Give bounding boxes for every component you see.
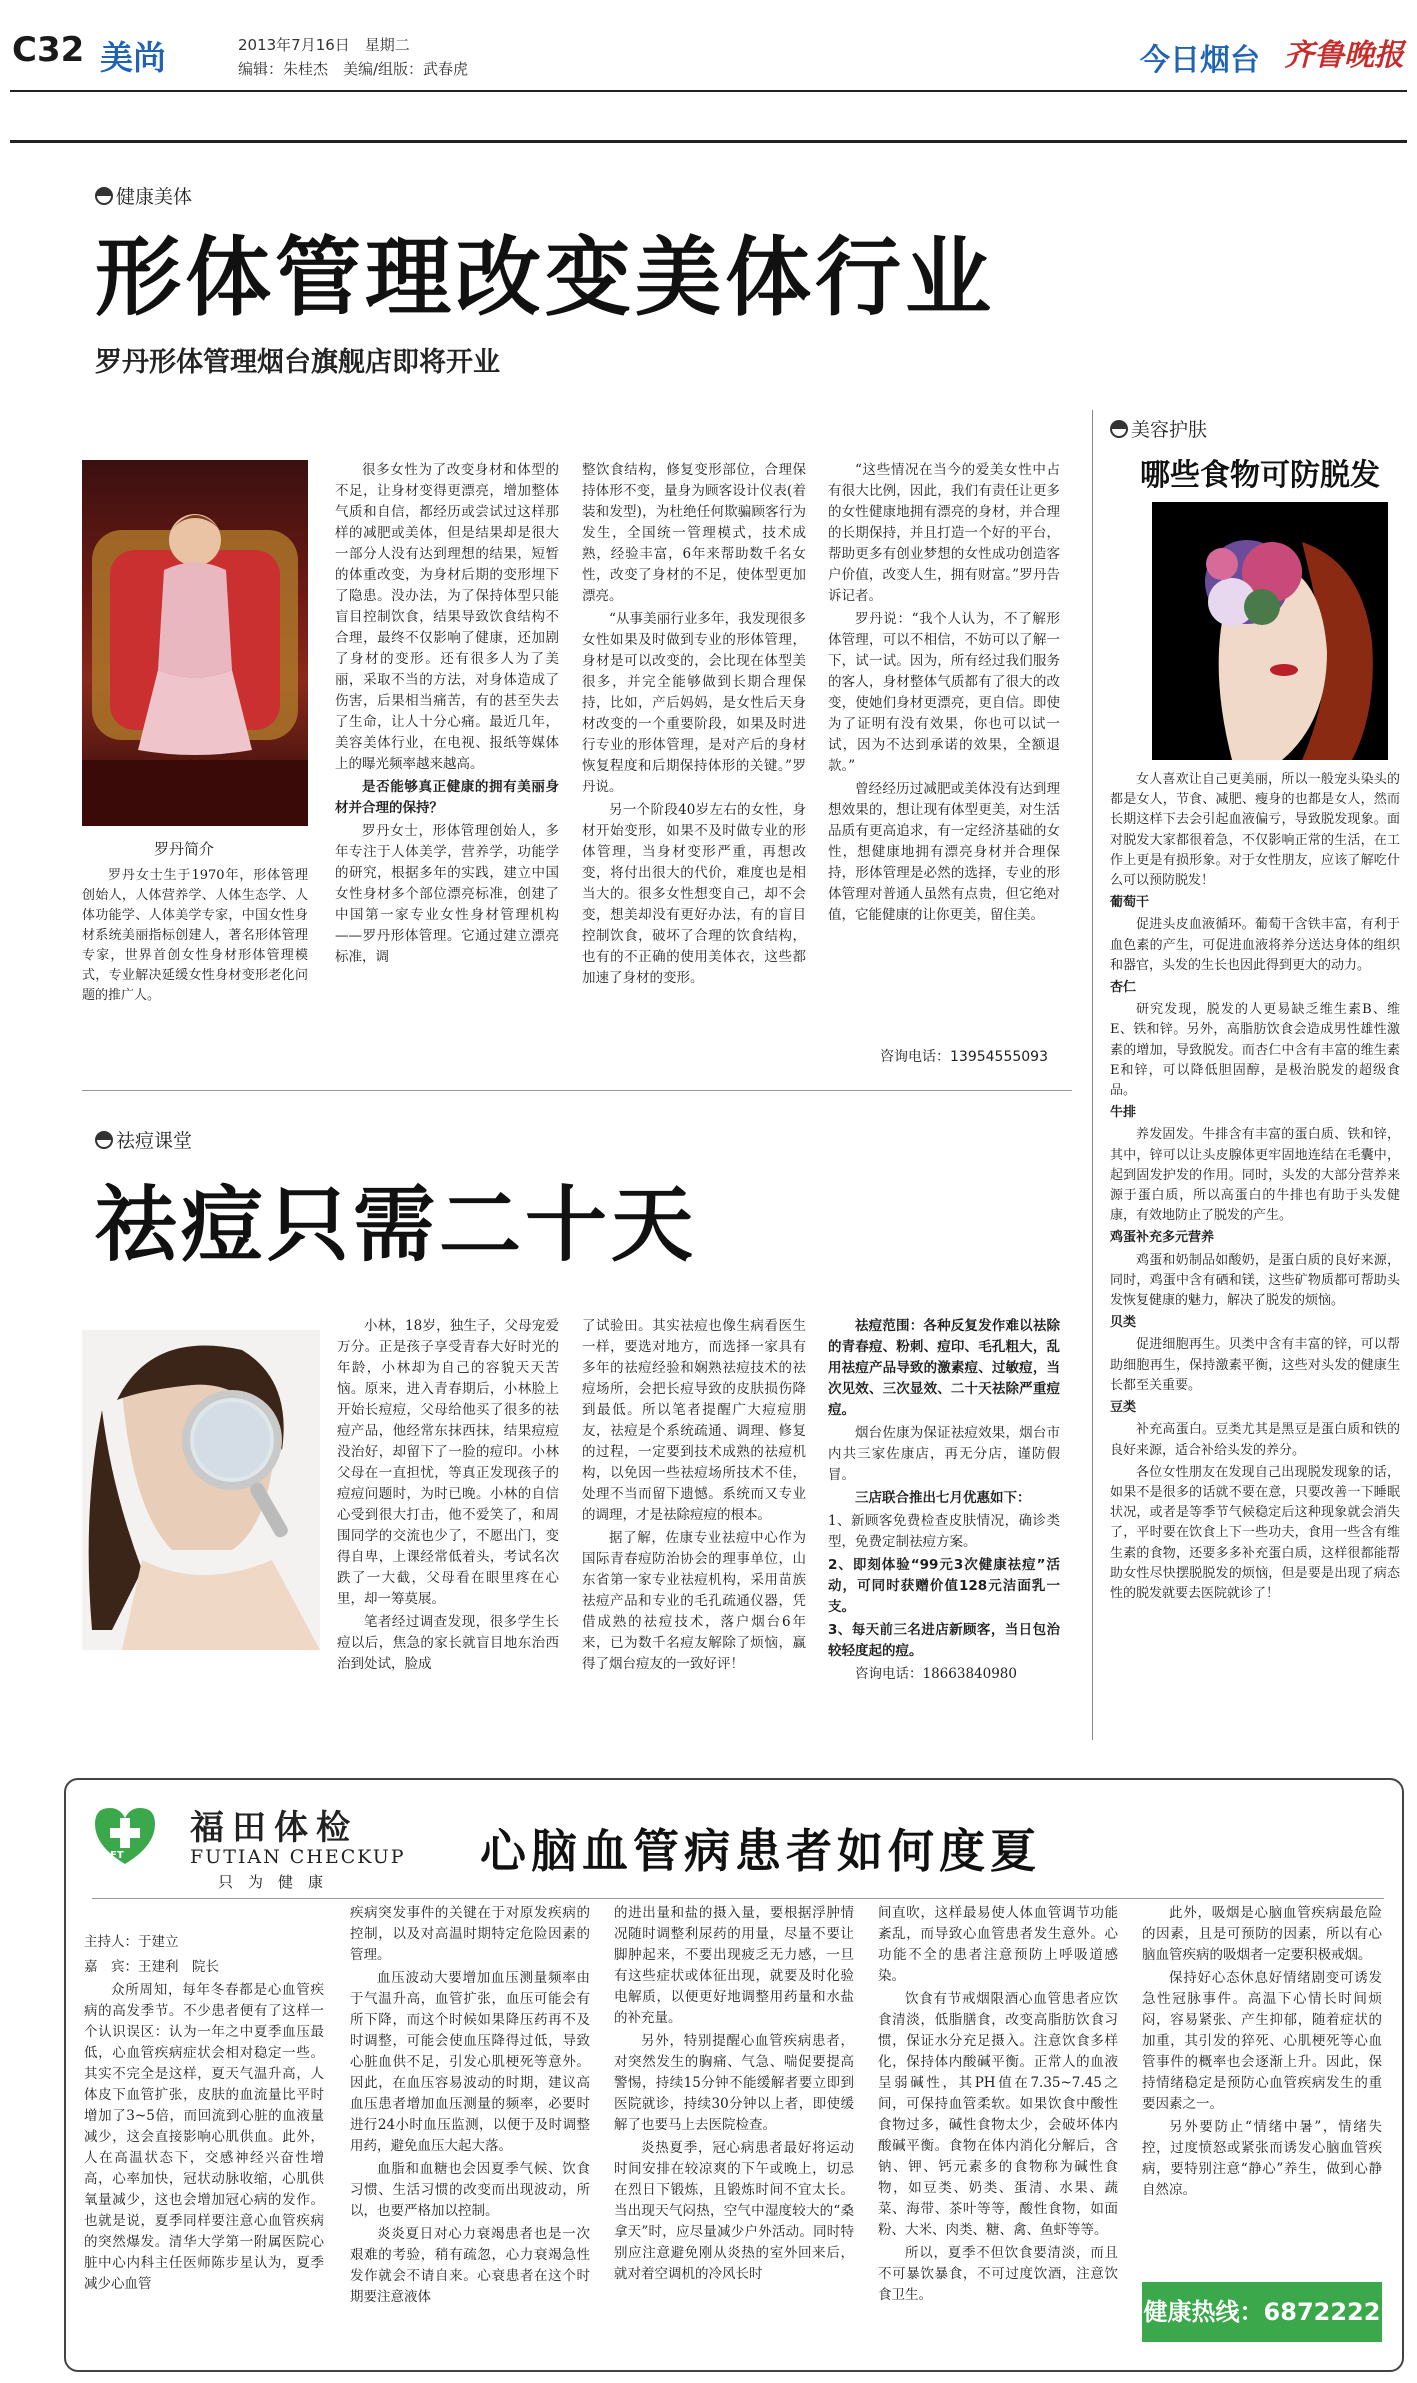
sidebar-headline: 哪些食物可防脱发 — [1140, 458, 1380, 493]
svg-text:FT: FT — [110, 1850, 124, 1861]
newspaper-brand: 齐鲁晚报 — [1284, 38, 1404, 73]
ad-column-4: 间直吹，这样最易使人体血管调节功能紊乱，而导致心血管患者发生意外。心功能不全的患者注意预防上呼吸道感染。 饮食有节戒烟限酒心血管患者应饮食清淡，低脂膳食，改变高脂肪饮食习惯，保证水分充足摄入。注意饮食多样化，保持体内酸碱平衡。正常人的血液呈弱碱性，其PH值在7.35~7.45之间，可保持血管柔软。如果饮食中酸性食物过多，碱性食物太少，会破坏体内酸碱平衡。食物在体内消化分解后，含钠、钾、钙元素多的食物称为碱性食物，如豆类、奶类、蛋清、水果、蔬菜、海带、茶叶等等，酸性食物，如面粉、大米、肉类、糖、禽、鱼虾等等。 所以，夏季不但饮食要清淡，而且不可暴饮暴食，不可过度饮酒，注意饮食卫生。 — [878, 1905, 1118, 2303]
article1-column-3: “这些情况在当今的爱美女性中占有很大比例，因此，我们有责任让更多的女性健康地拥有漂亮的身材，并合理的长期保持，并且打造一个好的平台，帮助更多有创业梦想的女性成功创造客户价值，改变人生，拥有财富。”罗丹告诉记者。 罗丹说：“我个人认为，不了解形体管理，可以不相信，不妨可以了解一下，试一试。因为，所有经过我们服务的客人，身材整体气质都有了很大的改变，使她们身材更漂亮，更自信。即使为了证明有没有效果，你也可以试一试，因为不达到承诺的效果，全额退款。” 曾经经历过减肥或美体没有达到理想效果的，想让现有体型更美，对生活品质有更高追求，有一定经济基础的女性，想健康地拥有漂亮身材并合理保持，形体管理是必然的选择，专业的形体管理对普通人虽然有点贵，但它绝对值，它能健康的让你更美，留住美。 — [828, 462, 1060, 923]
woman-with-flowers-photo — [1152, 502, 1388, 760]
page-number: C32 — [12, 30, 85, 70]
health-hotline-banner: 健康热线：6872222 — [1142, 2282, 1382, 2342]
rodan-portrait-photo — [82, 460, 308, 826]
ad-column-5: 此外，吸烟是心脑血管疾病最危险的因素，且是可预防的因素，所以有心脑血管疾病的吸烟者一定要积极戒烟。 保持好心态休息好情绪剧变可诱发急性冠脉事件。高温下心情长时间烦闷，容易紧张、产生抑郁，随着症状的加重，其引发的猝死、心肌梗死等心血管事件的概率也会逐渐上升。因此，保持情绪稳定是预防心血管疾病发生的重要因素之一。 另外要防止“情绪中暑”，情绪失控，过度愤怒或紧张而诱发心脑血管疾病，要特别注意“静心”养生，做到心静自然凉。 — [1142, 1905, 1382, 2198]
article1-column-1: 很多女性为了改变身材和体型的不足，让身材变得更漂亮，增加整体气质和自信，都经历或尝试过这样那样的减肥或美体，但是结果却是很大一部分人没有达到理想的结果，短暂的体重改变，为身材后期的变形埋下了隐患。没办法，为了保持体型只能盲目控制饮食，结果导致饮食结构不合理，最终不仅影响了健康，还加剧了身材的变形。还有很多人为了美丽，采取不当的方法，对身体造成了伤害，后果相当痛苦，有的甚至失去了生命，让人十分心痛。最近几年，美容美体行业，在电视、报纸等媒体上的曝光频率越来越高。 是否能够真正健康的拥有美丽身材并合理的保持？ 罗丹女士，形体管理创始人，多年专注于人体美学，营养学，功能学的研究，根据多年的实践，建立中国女性身材多个部位漂亮标准，创建了中国第一家专业女性身材管理机构——罗丹形体管理。它通过建立漂亮标准，调 — [335, 462, 559, 965]
ad-column-2: 疾病突发事件的关键在于对原发疾病的控制，以及对高温时期特定危险因素的管理。 血压波动大要增加血压测量频率由于气温升高，血管扩张，血压可能会有所下降，而这个时候如果降压药再不及时调整，可能会使血压降得过低，导致心脏血供不足，引发心肌梗死等意外。因此，在血压容易波动的时期，建议高血压患者增加血压测量的频率，必要时进行24小时血压监测，以便于及时调整用药，避免血压大起大落。 血脂和血糖也会因夏季气候、饮食习惯、生活习惯的改变而出现波动，所以，也要严格加以控制。 炎炎夏日对心力衰竭患者也是一次艰难的考验，稍有疏忽，心力衰竭急性发作就会不请自来。心衰患者在这个时期要注意液体 — [350, 1905, 590, 2305]
tag-beauty-skincare: 美容护肤 — [1110, 415, 1207, 442]
sidebar-body: 女人喜欢让自己更美丽，所以一般宠头染头的都是女人，节食、减肥、瘦身的也都是女人，然而长期这样下去会引起血液偏亏，导致脱发现象。面对脱发大家都很着急，不仅影响正常的生活，在工作上更是有损形象。对于女性朋友，应该了解吃什么可以预防脱发！ 葡萄干 促进头皮血液循环。葡萄干含铁丰富，有利于血色素的产生，可促进血液将养分送达身体的组织和器官，头发的生长也因此得到更大的动力。 杏仁 研究发现，脱发的人更易缺乏维生素B、维E、铁和锌。另外，高脂肪饮食会造成男性雄性激素的增加，导致脱发。而杏仁中含有丰富的维生素E和锌，可以降低胆固醇，是极治脱发的超级食品。 牛排 养发固发。牛排含有丰富的蛋白质、铁和锌，其中，锌可以让头皮腺体更牢固地连结在毛囊中，起到固发护发的作用。同时，头发的大部分营养来源于蛋白质，所以高蛋白的牛排也有助于头发健康，有效地防止了脱发的产生。 鸡蛋补充多元营养 鸡蛋和奶制品如酸奶，是蛋白质的良好来源，同时，鸡蛋中含有硒和镁，这些矿物质都可帮助头发恢复健康的魅力，解决了脱发的烦恼。 贝类 促进细胞再生。贝类中含有丰富的锌，可以帮助细胞再生，保持激素平衡，这些对头发的健康生长都至关重要。 豆类 补充高蛋白。豆类尤其是黑豆是蛋白质和铁的良好来源，适合补给头发的养分。 各位女性朋友在发现自己出现脱发现象的话，如果不是很多的话就不要在意，只要改善一下睡眠状况，或者是等季节气候稳定后这种现象就会消失了，平时要在饮食上下一些功夫，食用一些含有维生素的食物，还要多多补充蛋白质，这样很都能帮助女性尽快摆脱脱发的烦恼，但是要是出现了病态性的脱发就要去医院就诊了！ — [1110, 772, 1400, 1601]
futian-cross-logo-icon — [90, 1806, 160, 1866]
article2-column-3: 祛痘范围：各种反复发作难以祛除的青春痘、粉刺、痘印、毛孔粗大，乱用祛痘产品导致的激素痘、过敏痘，当次见效、三次显效、二十天祛除严重痘痘。 烟台佐康为保证祛痘效果，烟台市内共三家佐康店，再无分店，谨防假冒。 三店联合推出七月优惠如下： 1、新顾客免费检查皮肤情况，确诊类型，免费定制祛痘方案。 2、即刻体验“99元3次健康祛痘”活动，可同时获赠价值128元洁面乳一支。 3、每天前三名进店新顾客，当日包治较轻度起的痘。 咨询电话：18663840980 — [828, 1318, 1060, 1682]
futian-logo-en: FUTIAN CHECKUP — [190, 1846, 406, 1868]
ad-column-3: 的进出量和盐的摄入量，要根据浮肿情况随时调整利尿药的用量，尽量不要让脚肿起来，不要出现疲乏无力感，一旦有这些症状或体征出现，就要及时化验电解质，以便更好地调整用药量和水盐的补充量。 另外，特别提醒心血管疾病患者，对突然发生的胸痛、气急、喘促要提高警惕，持续15分钟不能缓解者要立即到医院就诊，持续30分钟以上者，即使缓解了也要马上去医院检查。 炎热夏季，冠心病患者最好将运动时间安排在较凉爽的下午或晚上，切忌在烈日下锻炼，且锻炼时间不宜太长。当出现天气闷热，空气中湿度较大的“桑拿天”时，应尽量减少户外活动。同时特别应注意避免刚从炎热的室外回来后，就对着空调机的冷风长时 — [614, 1905, 854, 2282]
tag-health-body: 健康美体 — [95, 182, 192, 209]
ad-host: 主持人：于建立 — [84, 1934, 179, 1950]
section-rule — [10, 140, 1407, 143]
article2-headline: 祛痘只需二十天 — [95, 1178, 698, 1273]
article2-column-2: 了试验田。其实祛痘也像生病看医生一样，要选对地方，而选择一家具有多年的祛痘经验和娴熟祛痘技术的祛痘场所，会把长痘导致的皮肤损伤降到最低。所以笔者提醒广大痘痘朋友，祛痘是个系统疏通、调理、修复的过程，一定要到技术成熟的祛痘机构，以免因一些祛痘场所技术不佳，处理不当而留下遗憾。系统而又专业的调理，才是祛除痘痘的根本。 据了解，佐康专业祛痘中心作为国际青春痘防治协会的理事单位，山东省第一家专业祛痘机构，采用苗族祛痘产品和专业的毛孔疏通仪器，凭借成熟的祛痘技术，落户烟台6年来，已为数千名痘友解除了烦恼，赢得了烟台痘友的一致好评！ — [582, 1318, 806, 1672]
date-line: 2013年7月16日 星期二 — [238, 36, 410, 54]
today-yantai-label: 今日烟台 — [1140, 43, 1260, 78]
article1-consult-phone: 咨询电话：13954555093 — [880, 1049, 1048, 1065]
tag-acne-class: 祛痘课堂 — [95, 1126, 192, 1153]
ad-headline-rule — [92, 1898, 1384, 1899]
ad-column-1: 众所周知，每年冬春都是心血管疾病的高发季节。不少患者便有了这样一个认识误区：认为一年之中夏季血压最低，心血管疾病症状会相对稳定一些。其实不完全是这样，夏天气温升高，人体皮下血管扩张，皮肤的血流量比平时增加了3~5倍，而回流到心脏的血液量减少，这会直接影响心肌供血。此外，人在高温状态下，交感神经兴奋性增高，心率加快，冠状动脉收缩，心肌供氧量减少，这也会增加冠心病的发作。也就是说，夏季同样要注意心血管疾病的突然爆发。清华大学第一附属医院心脏中心内科主任医师陈步星认为，夏季减少心血管 — [84, 1982, 324, 2292]
article2-column-1: 小林，18岁，独生子，父母宠爱万分。正是孩子享受青春大好时光的年龄，小林却为自己的容貌天天苦恼。原来，进入青春期后，小林脸上开始长痘痘，父母给他买了很多的祛痘产品，他经常东抹西抹，结果痘痘没治好，却留下了一脸的痘印。小林父母在一直担忧，等真正发现孩子的痘痘问题时，为时已晚。小林的自信心受到很大打击，他不爱笑了，和周围同学的交流也少了，不愿出门，变得自卑，上课经常低着头，考试名次跌了一大截，父母看在眼里疼在心里，却一筹莫展。 笔者经过调查发现，很多学生长痘以后，焦急的家长就盲目地东治西治到处试，脸成 — [337, 1318, 559, 1672]
article1-subhead: 罗丹形体管理烟台旗舰店即将开业 — [95, 347, 500, 378]
woman-with-magnifier-photo — [82, 1330, 320, 1650]
futian-logo-cn: 福田体检 — [190, 1808, 358, 1848]
ad-headline: 心脑血管病患者如何度夏 — [480, 1824, 1041, 1878]
futian-slogan: 只 为 健 康 — [218, 1873, 324, 1891]
article1-column-2: 整饮食结构，修复变形部位，合理保持体形不变，量身为顾客设计仪表(着装和发型)，为杜绝任何欺骗顾客行为发生，全国统一管理模式，技术成熟，经验丰富，6年来帮助数千名女性，改变了身材的不足，使体型更加漂亮。 “从事美丽行业多年，我发现很多女性如果及时做到专业的形体管理，身材是可以改变的，会比现在体型美很多，并完全能够做到长期合理保持，比如，产后妈妈，是女性后天身材改变的一个重要阶段，如果及时进行专业的形体管理，是对产后的身材恢复程度和后期保持体形的关键。”罗丹说。 另一个阶段40岁左右的女性，身材开始变形，如果不及时做专业的形体管理，当身材变形严重，再想改变，将付出很大的代价，难度也是相当大的。很多女性想变自己，却不会变，想美却没有更好办法，有的盲目控制饮食，破坏了合理的饮食结构，也有的不正确的使用美体衣，这些都加速了身材的变形。 — [582, 462, 806, 986]
editor-line: 编辑：朱桂杰 美编/组版：武春虎 — [238, 60, 469, 78]
masthead-rule — [10, 90, 1407, 92]
sidebar-divider — [1092, 410, 1093, 1740]
article1-headline: 形体管理改变美体行业 — [95, 228, 995, 328]
ad-guest: 嘉 宾：王建利 院长 — [84, 1959, 219, 1975]
bio-title: 罗丹简介 — [154, 840, 215, 858]
section-name: 美尚 — [100, 38, 166, 77]
article2-rule — [82, 1090, 1072, 1091]
bio-text: 罗丹女士生于1970年，形体管理创始人，人体营养学、人体生态学、人体功能学、人体美学专家，中国女性身材系统美丽指标创建人，著名形体管理专家，世界首创女性身材形体管理模式，专业解决延缓女性身材变形老化问题的推广人。 — [82, 868, 308, 1003]
